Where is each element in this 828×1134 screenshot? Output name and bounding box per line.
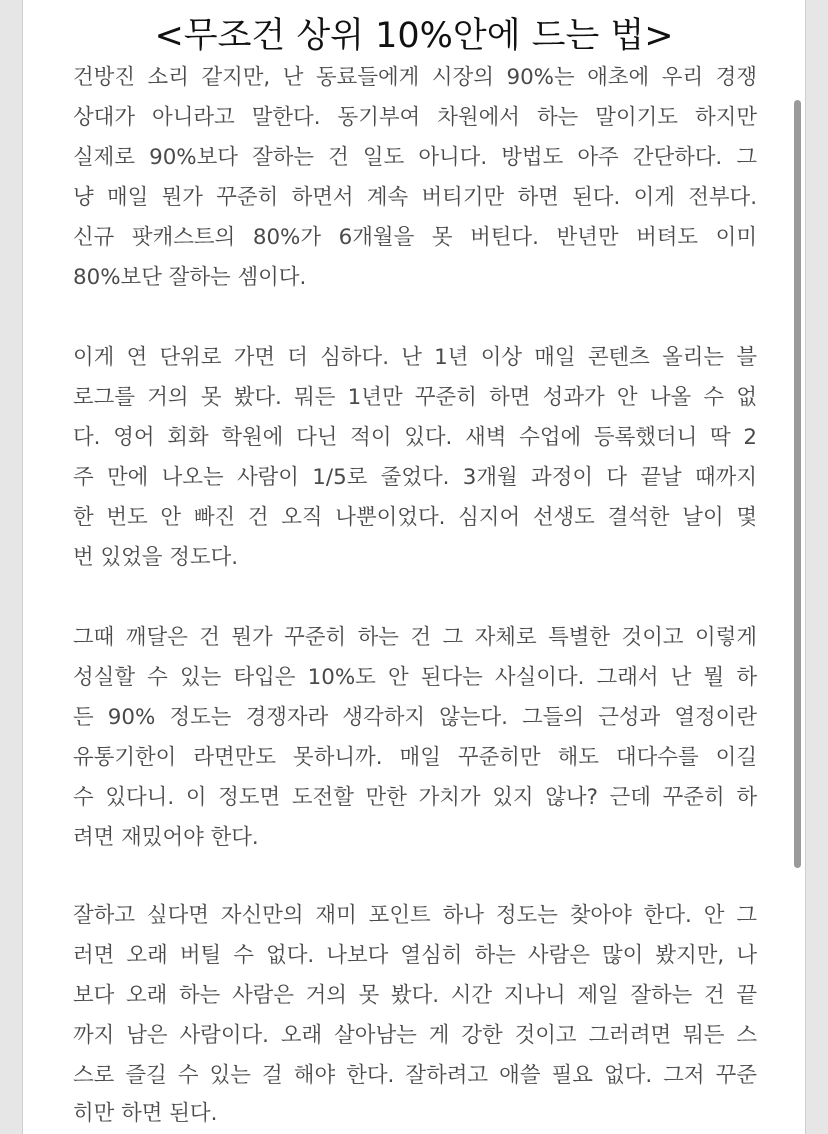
paragraph-line: 러면 오래 버틸 수 없다. 나보다 열심히 하는 사람은 많이 봤지만, 나 [73, 943, 757, 968]
paragraph-line: 보다 오래 하는 사람은 거의 못 봤다. 시간 지나니 제일 잘하는 건 끝 [73, 983, 757, 1008]
paragraph-line: 히만 하면 된다. [73, 1101, 218, 1126]
scrollbar-thumb[interactable] [794, 100, 801, 868]
paragraph-line: 주 만에 나오는 사람이 1/5로 줄었다. 3개월 과정이 다 끝날 때까지 [73, 465, 757, 490]
paragraph-line: 잘하고 싶다면 자신만의 재미 포인트 하나 정도는 찾아야 한다. 안 그 [73, 903, 757, 928]
paragraph-line: 건방진 소리 같지만, 난 동료들에게 시장의 90%는 애초에 우리 경쟁 [73, 65, 757, 90]
paragraph-line: 상대가 아니라고 말한다. 동기부여 차원에서 하는 말이기도 하지만 [73, 105, 757, 130]
paragraph-line: 냥 매일 뭔가 꾸준히 하면서 계속 버티기만 하면 된다. 이게 전부다. [73, 185, 757, 210]
paragraph-line: 스로 즐길 수 있는 걸 해야 한다. 잘하려고 애쓸 필요 없다. 그저 꾸준 [73, 1063, 757, 1088]
paragraph-line: 신규 팟캐스트의 80%가 6개월을 못 버틴다. 반년만 버텨도 이미 [73, 225, 757, 250]
document-page [22, 0, 806, 1134]
paragraph-line: 번 있었을 정도다. [73, 545, 239, 570]
paragraph-line: 유통기한이 라면만도 못하니까. 매일 꾸준히만 해도 대다수를 이길 [73, 745, 757, 770]
paragraph-line: 려면 재밌어야 한다. [73, 825, 259, 850]
paragraph-line: 성실할 수 있는 타입은 10%도 안 된다는 사실이다. 그래서 난 뭘 하 [73, 665, 757, 690]
paragraph-line: 든 90% 정도는 경쟁자라 생각하지 않는다. 그들의 근성과 열정이란 [73, 705, 757, 730]
paragraph-line: 다. 영어 회화 학원에 다닌 적이 있다. 새벽 수업에 등록했더니 딱 2 [73, 425, 757, 450]
paragraph-line: 그때 깨달은 건 뭔가 꾸준히 하는 건 그 자체로 특별한 것이고 이렇게 [73, 625, 757, 650]
document-title: <무조건 상위 10%안에 드는 법> [154, 16, 674, 56]
paragraph-line: 까지 남은 사람이다. 오래 살아남는 게 강한 것이고 그러려면 뭐든 스 [73, 1023, 757, 1048]
paragraph-line: 로그를 거의 못 봤다. 뭐든 1년만 꾸준히 하면 성과가 안 나올 수 없 [73, 385, 757, 410]
paragraph-line: 수 있다니. 이 정도면 도전할 만한 가치가 있지 않나? 근데 꾸준히 하 [73, 785, 757, 810]
vertical-scrollbar[interactable] [793, 0, 802, 1134]
paragraph-line: 한 번도 안 빠진 건 오직 나뿐이었다. 심지어 선생도 결석한 날이 몇 [73, 505, 757, 530]
paragraph-line: 실제로 90%보다 잘하는 건 일도 아니다. 방법도 아주 간단하다. 그 [73, 145, 757, 170]
paragraph-line: 이게 연 단위로 가면 더 심하다. 난 1년 이상 매일 콘텐츠 올리는 블 [73, 345, 757, 370]
paragraph-line: 80%보단 잘하는 셈이다. [73, 265, 307, 290]
